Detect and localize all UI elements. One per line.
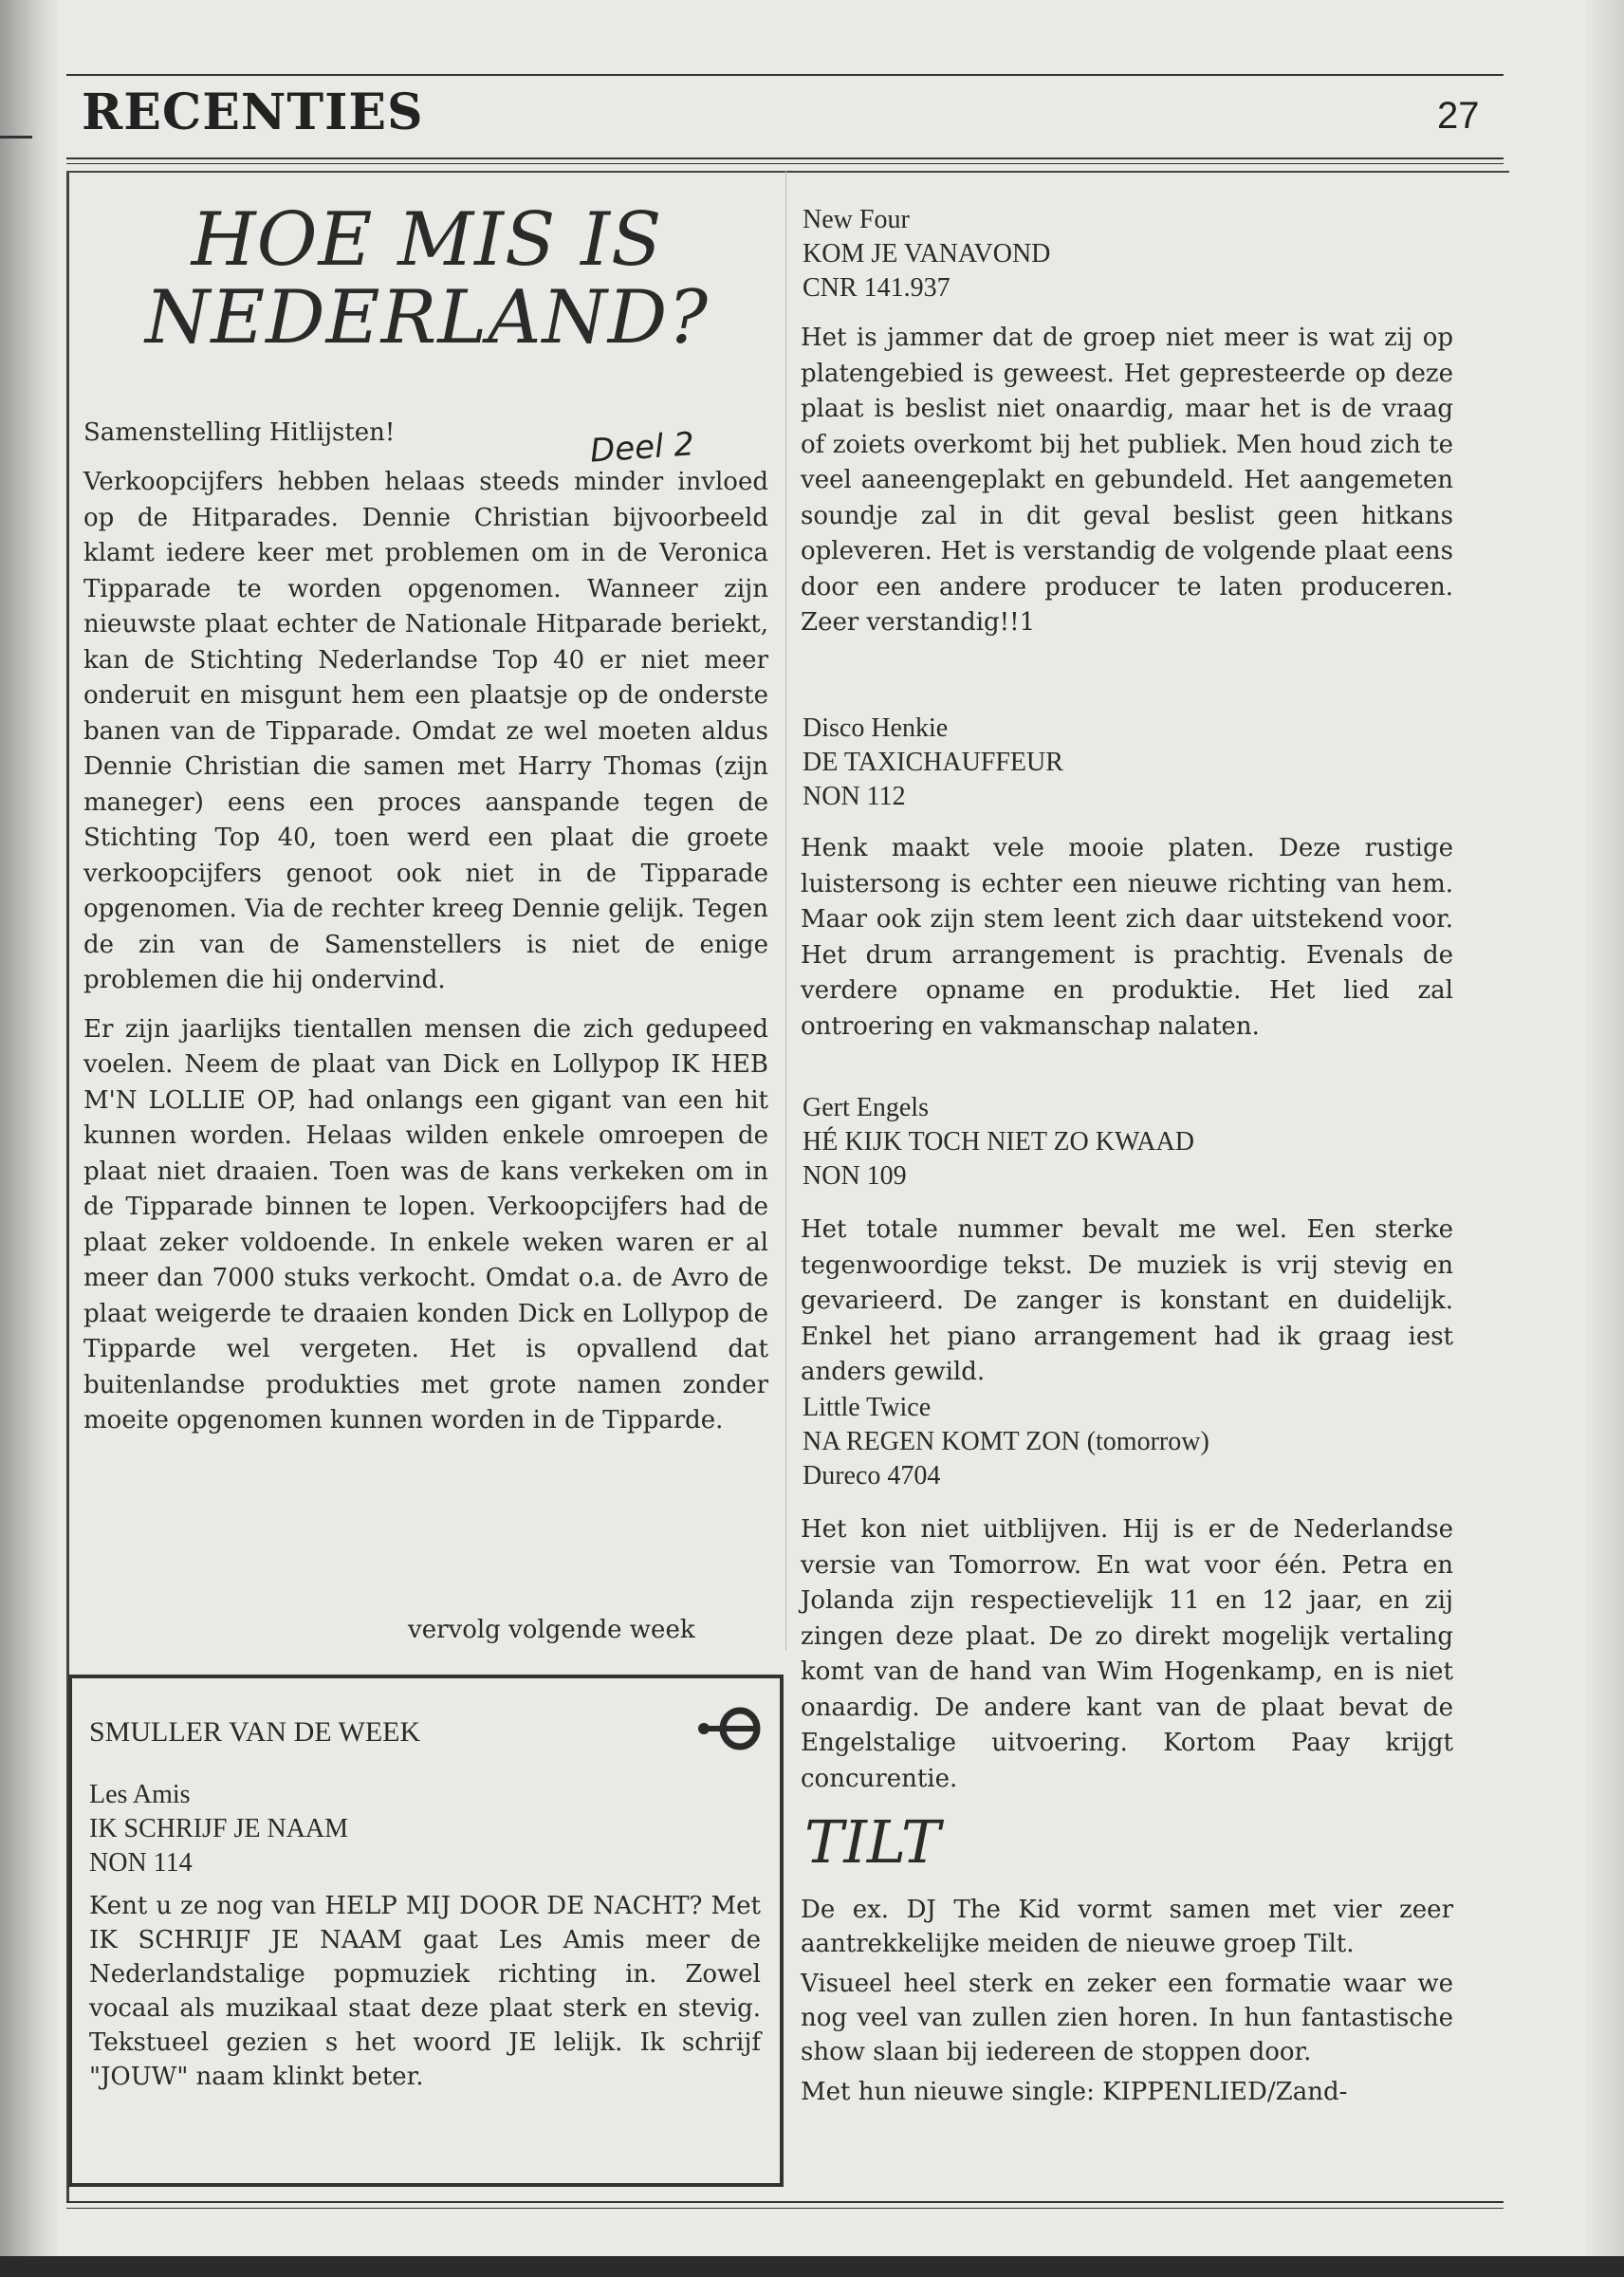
article-paragraph: Verkoopcijfers hebben helaas steeds minder invloed op de Hitparades. Dennie Christian bijvoorbeeld klamt iedere keer met problemen om in de Veronica Tipparade te worden opgenomen. Wanneer zijn nieuwste plaat echter de Nationale Hitparade beriekt, kan de Stichting Nederlandse Top 40 er niet meer onderuit en misgunt hem een plaatsje op de onderste banen van de Tipparade. Omdat ze wel moeten aldus Dennie Christian die samen met Harry Thomas (zijn maneger) eens een proces aanspande tegen de Stichting Top 40, toen werd een plaat die groete verkoopcijfers genoot ook niet in de Tipparade opgenomen. Via de rechter kreeg Dennie gelijk. Tegen de zin van de Samenstellers is niet de enige problemen die hij ondervind. <box>83 468 768 994</box>
bottom-rule <box>66 2201 1504 2203</box>
review-text: Henk maakt vele mooie platen. Deze rustige luistersong is echter een nieuwe richting van hem. Maar ook zijn stem leent zich daar uitstekend voor. Het drum arrangement is prachtig. Evenals de verdere opname en produktie. Het lied zal ontroering en vakmanschap nalaten. <box>801 834 1453 1041</box>
review-record-info <box>803 203 1050 305</box>
scan-bottom-edge <box>0 2256 1624 2277</box>
article-body <box>83 465 768 1453</box>
tilt-paragraph: De ex. DJ The Kid vormt samen met vier zeer aantrekkelijke meiden de nieuwe groep Tilt. <box>801 1896 1453 1958</box>
review-artist: Disco Henkie <box>803 713 949 743</box>
tilt-paragraph: Met hun nieuwe single: KIPPENLIED/Zand- <box>801 2078 1348 2106</box>
article-subtitle: Samenstelling Hitlijsten! <box>83 418 396 447</box>
review-title-suffix: (tomorrow) <box>1086 1427 1209 1456</box>
review-title: HÉ KIJK TOCH NIET ZO KWAAD <box>803 1127 1194 1157</box>
page-number: 27 <box>1437 95 1480 137</box>
review-artist: New Four <box>803 205 910 234</box>
review-catalog: NON 112 <box>803 782 906 811</box>
scan-right-edge <box>1586 0 1624 2277</box>
scan-left-edge <box>0 0 59 2277</box>
review-record-info <box>803 1091 1194 1194</box>
review-title: KOM JE VANAVOND <box>803 239 1051 268</box>
review-title: DE TAXICHAUFFEUR <box>803 748 1063 777</box>
section-header: RECENTIES <box>82 83 424 141</box>
top-rule <box>66 74 1504 76</box>
smuller-title: IK SCHRIJF JE NAAM <box>89 1814 349 1843</box>
review-title: NA REGEN KOMT ZON <box>803 1427 1080 1456</box>
header-rule-thin <box>66 163 1504 164</box>
tilt-paragraph: Visueel heel sterk en zeker een formatie waar we nog veel van zullen zien horen. In hun fantastische show slaan bij iedereen de stoppen door. <box>801 1970 1453 2066</box>
smuller-logo-icon <box>696 1707 763 1750</box>
column-divider <box>785 171 786 1651</box>
bottom-rule-thin <box>66 2208 1504 2209</box>
article-title <box>76 197 778 361</box>
review-text: Het totale nummer bevalt me wel. Een sterke tegenwoordige tekst. De muziek is vrij stevig en gevarieerd. De zanger is konstant en duidelijk. Enkel het piano arrangement had ik graag iest anders gewild. <box>801 1215 1453 1386</box>
smuller-box <box>68 1675 784 2187</box>
binding-mark <box>0 136 32 139</box>
review-artist: Gert Engels <box>803 1093 929 1122</box>
tilt-heading: TILT <box>804 1807 941 1877</box>
smuller-heading: SMULLER VAN DE WEEK <box>89 1716 421 1748</box>
smuller-catalog: NON 114 <box>89 1848 193 1878</box>
smuller-artist: Les Amis <box>89 1780 191 1809</box>
tilt-body <box>801 1893 1453 2122</box>
title-line-1: HOE MIS IS <box>191 197 663 283</box>
handwritten-note: Deel 2 <box>588 425 696 471</box>
review-text: Het is jammer dat de groep niet meer is wat zij op platengebied is geweest. Het gepresteerde op deze plaat is beslist niet onaardig, maar het is de vraag of zoiets overkomt bij het publiek. Men houd zich te veel aaneengeplakt en gebundeld. Het aangemeten soundje zal in dit geval beslist geen hitkans opleveren. Het is verstandig de volgende plaat eens door een andere producer te laten produceren. Zeer verstandig!!1 <box>801 324 1453 637</box>
review-record-info <box>803 712 1063 814</box>
smuller-record-info <box>89 1778 348 1880</box>
header-rule <box>66 157 1504 159</box>
review-catalog: NON 109 <box>803 1161 907 1191</box>
smuller-body: Kent u ze nog van HELP MIJ DOOR DE NACHT? Met IK SCHRIJF JE NAAM gaat Les Amis meer de Nederlandstalige popmuziek richting in. Zowel vocaal als muzikaal staat deze plaat sterk en stevig. Tekstueel gezien s het woord JE lelijk. Ik schrijf "JOUW" naam klinkt beter. <box>89 1892 761 2091</box>
review-text: Het kon niet uitblijven. Hij is er de Nederlandse versie van Tomorrow. En wat voor één. Petra en Jolanda zijn respectievelijk 11 en 12 jaar, en zij zingen deze plaat. De zo direkt mogelijk vertaling komt van de hand van Wim Hogenkamp, en is niet onaardig. De andere kant van de plaat bevat de Engelstalige uitvoering. Kortom Paay krijgt concurentie. <box>801 1515 1453 1793</box>
review-catalog: Dureco 4704 <box>803 1461 941 1490</box>
review-catalog: CNR 141.937 <box>803 273 950 303</box>
article-paragraph: Er zijn jaarlijks tientallen mensen die zich gedupeed voelen. Neem de plaat van Dick en Lollypop IK HEB M'N LOLLIE OP, had onlangs een gigant van een hit kunnen worden. Helaas wilden enkele omroepen de plaat niet draaien. Toen was de kans verkeken om in de Tipparade binnen te lopen. Verkoopcijfers had de plaat zeker voldoende. In enkele weken waren er al meer dan 7000 stuks verkocht. Omdat o.a. de Avro de plaat weigerde te draaien konden Dick en Lollypop de Tipparde wel vergeten. Het is opvallend dat buitenlandse produkties met grote namen zonder moeite opgenomen kunnen worden in de Tipparde. <box>83 1014 768 1435</box>
review-artist: Little Twice <box>803 1393 932 1422</box>
review-record-info <box>803 1391 1209 1493</box>
continued-note: vervolg volgende week <box>408 1616 695 1644</box>
title-line-2: NEDERLAND? <box>144 275 710 361</box>
